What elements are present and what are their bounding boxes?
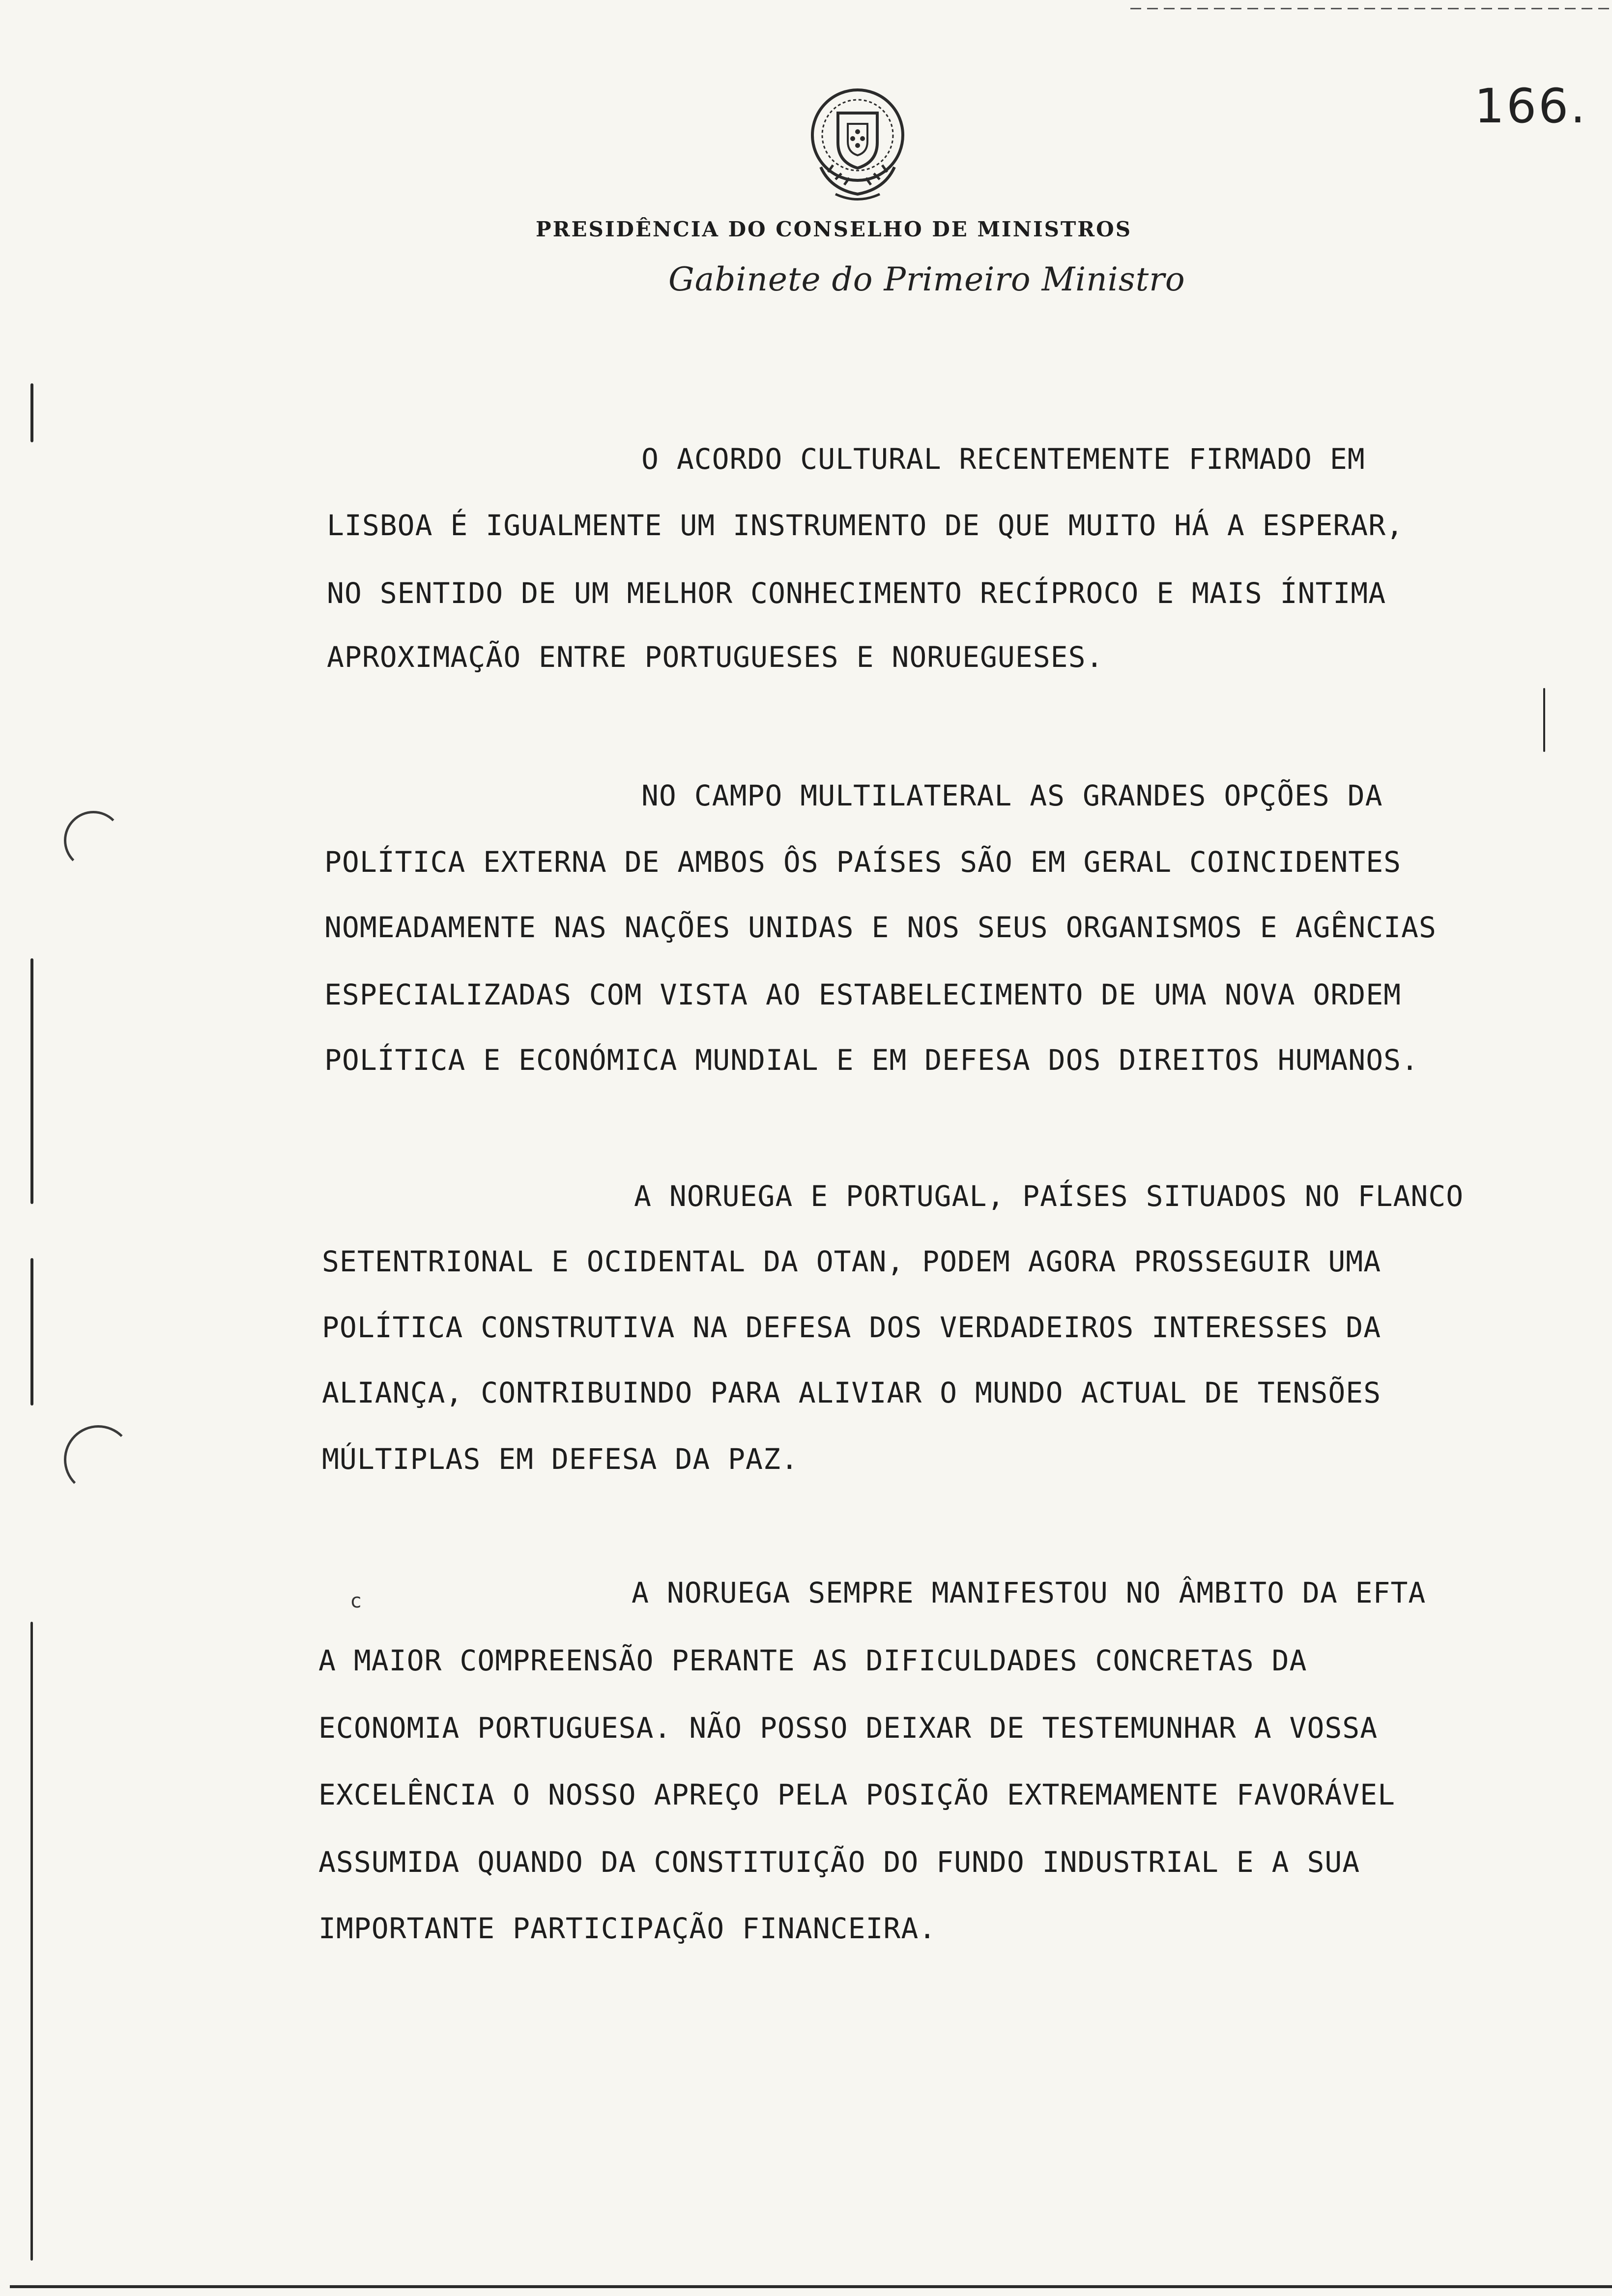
- bottom-edge-line: [10, 2285, 1612, 2288]
- stray-mark: c: [350, 1590, 362, 1612]
- text-line: ALIANÇA, CONTRIBUINDO PARA ALIVIAR O MUNDO ACTUAL DE TENSÕES: [322, 1376, 1382, 1409]
- text-line: ECONOMIA PORTUGUESA. NÃO POSSO DEIXAR DE TESTEMUNHAR A VOSSA: [318, 1711, 1378, 1745]
- text-line: POLÍTICA E ECONÓMICA MUNDIAL E EM DEFESA DOS DIREITOS HUMANOS.: [324, 1043, 1419, 1077]
- coat-of-arms-emblem-icon: [801, 84, 914, 206]
- punch-hole-mark: [64, 1425, 133, 1494]
- binding-mark: [30, 1622, 33, 2261]
- text-line: POLÍTICA CONSTRUTIVA NA DEFESA DOS VERDADEIROS INTERESSES DA: [322, 1311, 1382, 1344]
- punch-hole-mark: [64, 811, 123, 870]
- binding-mark: [30, 383, 33, 442]
- text-line: POLÍTICA EXTERNA DE AMBOS ÔS PAÍSES SÃO EM GERAL COINCIDENTES: [324, 845, 1402, 879]
- text-line: EXCELÊNCIA O NOSSO APREÇO PELA POSIÇÃO EXTREMAMENTE FAVORÁVEL: [318, 1778, 1396, 1811]
- text-line: NOMEADAMENTE NAS NAÇÕES UNIDAS E NOS SEUS ORGANISMOS E AGÊNCIAS: [324, 911, 1437, 944]
- text-line: O ACORDO CULTURAL RECENTEMENTE FIRMADO EM: [641, 442, 1365, 476]
- text-line: NO CAMPO MULTILATERAL AS GRANDES OPÇÕES DA: [641, 779, 1383, 812]
- text-line: APROXIMAÇÃO ENTRE PORTUGUESES E NORUEGUESES.: [327, 640, 1104, 674]
- text-line: NO SENTIDO DE UM MELHOR CONHECIMENTO RECÍPROCO E MAIS ÍNTIMA: [327, 576, 1386, 610]
- text-line: IMPORTANTE PARTICIPAÇÃO FINANCEIRA.: [318, 1912, 937, 1945]
- binding-mark: [30, 958, 33, 1204]
- text-line: A MAIOR COMPREENSÃO PERANTE AS DIFICULDADES CONCRETAS DA: [318, 1644, 1307, 1677]
- margin-stroke: [1543, 688, 1545, 752]
- text-line: LISBOA É IGUALMENTE UM INSTRUMENTO DE QUE MUITO HÁ A ESPERAR,: [327, 509, 1404, 542]
- text-line: A NORUEGA SEMPRE MANIFESTOU NO ÂMBITO DA EFTA: [632, 1576, 1426, 1609]
- top-edge-dashes: [1130, 8, 1612, 9]
- office-name: Gabinete do Primeiro Ministro: [668, 260, 1185, 298]
- text-line: ESPECIALIZADAS COM VISTA AO ESTABELECIMENTO DE UMA NOVA ORDEM: [324, 978, 1402, 1011]
- page-number: 166.: [1474, 79, 1587, 134]
- text-line: ASSUMIDA QUANDO DA CONSTITUIÇÃO DO FUNDO INDUSTRIAL E A SUA: [318, 1845, 1360, 1879]
- institution-name: PRESIDÊNCIA DO CONSELHO DE MINISTROS: [536, 217, 1132, 241]
- binding-mark: [30, 1258, 33, 1406]
- text-line: SETENTRIONAL E OCIDENTAL DA OTAN, PODEM AGORA PROSSEGUIR UMA: [322, 1245, 1382, 1278]
- text-line: MÚLTIPLAS EM DEFESA DA PAZ.: [322, 1442, 799, 1476]
- text-line: A NORUEGA E PORTUGAL, PAÍSES SITUADOS NO FLANCO: [634, 1179, 1464, 1213]
